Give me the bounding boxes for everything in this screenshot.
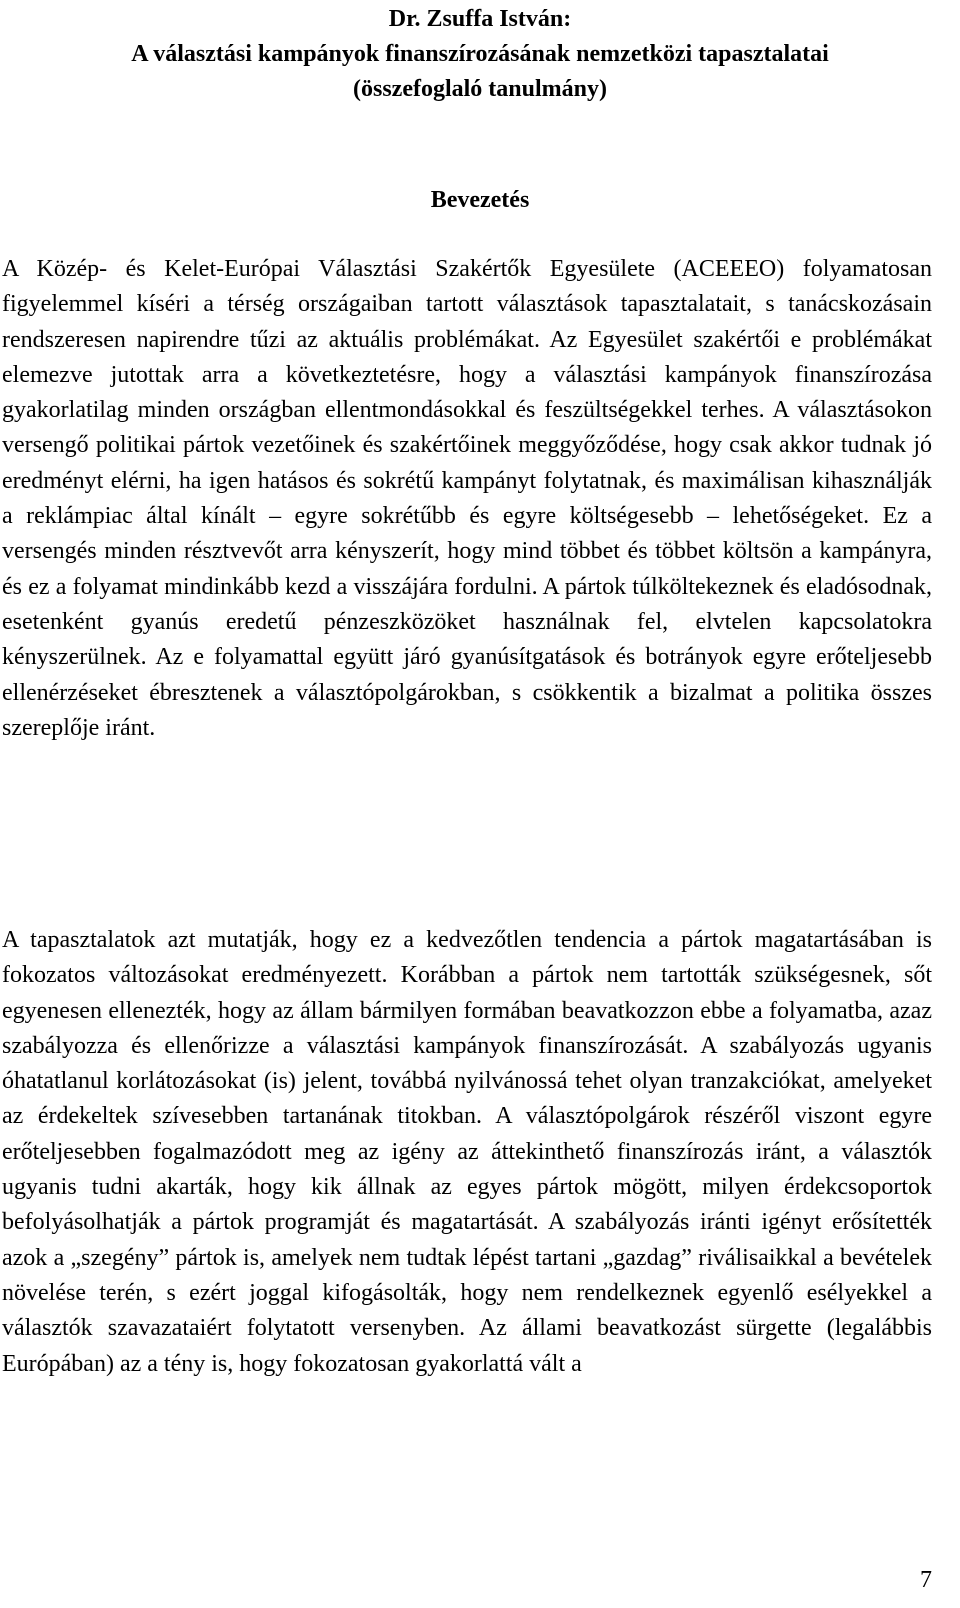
paragraph-1: A Közép- és Kelet-Európai Választási Szakértők Egyesülete (ACEEEO) folyamatosan figyelemmel kíséri a térség országaiban tartott választások tapasztalatait, s tanácskozásain rendszeresen napirendre tűzi az aktuális problémákat. Az Egyesület szakértői e problémákat elemezve jutottak arra a következtetésre, hogy a választási kampányok finanszírozása gyakorlatilag minden országban ellentmondásokkal és feszültségekkel terhes. A választásokon versengő politikai pártok vezetőinek és szakértőinek meggyőződése, hogy csak akkor tudnak jó eredményt elérni, ha igen hatásos és sokrétű kampányt folytatnak, és maximálisan kihasználják a reklámpiac által kínált – egyre sokrétűbb és egyre költségesebb – lehetőségeket. Ez a versengés minden résztvevőt arra kényszerít, hogy mind többet és többet költsön a kampányra, és ez a folyamat mindinkább kezd a visszájára fordulni. A pártok túlköltekeznek és eladósodnak, esetenként gyanús eredetű pénzeszközöket használnak fel, elvtelen kapcsolatokra kényszerülnek. Az e folyamattal együtt járó gyanúsítgatások és botrányok egyre erőteljesebb ellenérzéseket ébresztenek a választópolgárokban, s csökkentik a bizalmat a politika összes szereplője iránt. xyxy=(2,256,932,741)
paragraph-2: A tapasztalatok azt mutatják, hogy ez a kedvezőtlen tendencia a pártok magatartásában is fokozatos változásokat eredményezett. Korábban a pártok nem tartották szükségesnek, sőt egyenesen ellenezték, hogy az állam bármilyen formában beavatkozzon ebbe a folyamatba, azaz szabályozza és ellenőrizze a választási kampányok finanszírozását. A szabályozás ugyanis óhatatlanul korlátozásokat (is) jelent, továbbá nyilvánossá tehet olyan tranzakciókat, amelyeket az érdekeltek szívesebben tartanának titokban. A választópolgárok részéről viszont egyre erőteljesebben fogalmazódott meg az igény az áttekinthető finanszírozás iránt, a választók ugyanis tudni akarták, hogy kik állnak az egyes pártok mögött, milyen érdekcsoportok befolyásolhatják a pártok programját és magatartását. A szabályozás iránti igényt erősítették azok a „szegény” pártok is, amelyek nem tudtak lépést tartani „gazdag” riválisaikkal a bevételek növelése terén, s ezért joggal kifogásolták, hogy nem rendelkeznek egyenlő esélyekkel a választók szavazataiért folytatott versenyben. Az állami beavatkozást sürgette (legalábbis Európában) az a tény is, hogy fokozatosan gyakorlattá vált a xyxy=(2,927,932,1377)
page-number: 7 xyxy=(920,1567,932,1593)
document-header xyxy=(0,2,960,107)
document-subtitle: (összefoglaló tanulmány) xyxy=(353,76,607,102)
document-title: A választási kampányok finanszírozásának nemzetközi tapasztalatai xyxy=(131,41,829,67)
section-heading: Bevezetés xyxy=(430,187,530,213)
author-name: Dr. Zsuffa István: xyxy=(388,6,572,32)
